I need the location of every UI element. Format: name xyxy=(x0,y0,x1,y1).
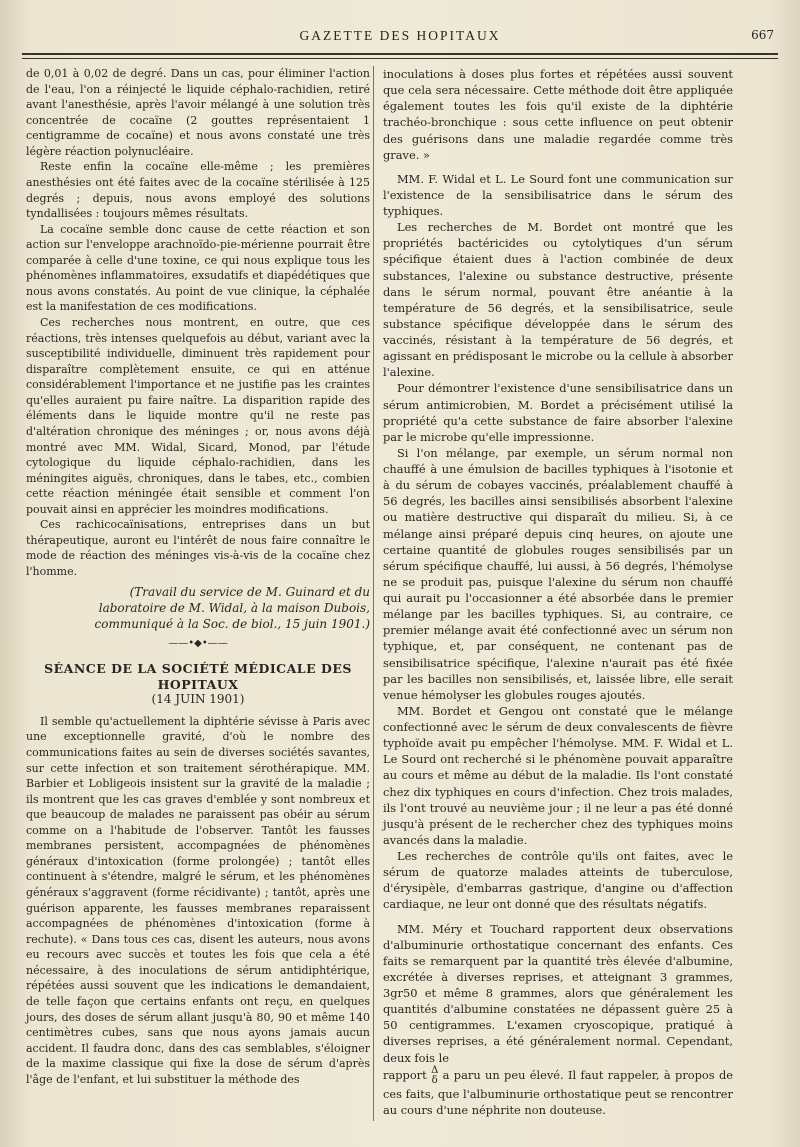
fraction xyxy=(431,1066,438,1086)
paragraph: Reste enfin la cocaïne elle-même ; les premières anesthésies ont été faites avec de la cocaïne stérilisée à 125 degrés ; depuis, nous avons employé des solutions tyndallisées : toujours mêmes résultats. xyxy=(26,160,370,221)
paragraph: Les recherches de contrôle qu'ils ont faites, avec le sérum de quatorze malades atteints de tuberculose, d'érysipèle, d'embarras gastrique, d'angine ou d'affection cardiaque, ne leur ont donné que des résultats négatifs. xyxy=(383,849,733,912)
section-date: (14 JUIN 1901) xyxy=(151,692,245,707)
header-rule-thin xyxy=(22,58,778,59)
page-number: 667 xyxy=(751,28,774,42)
paragraph-tail: a paru un peu élevé. Il faut rappeler, à propos de ces faits, que l'albuminurie orthostatique peut se rencontrer au cours d'une néphrite non douteuse. xyxy=(383,1067,734,1117)
journal-title: GAZETTE DES HOPITAUX xyxy=(299,28,501,43)
paragraph: Ces recherches nous montrent, en outre, que ces réactions, très intenses quelquefois au début, variant avec la susceptibilité individuelle, diminuent très rapidement pour disparaître complètement ensuite, ce qui en atténue considérablement l'importance et ne justifie pas les craintes qu'elles auraient pu faire naître. La disparition rapide des éléments dans le liquide montre qu'il ne reste pas d'altération chronique des méninges ; or, nous avons déjà montré avec MM. Widal, Sicard, Monod, par l'étude cytologique du liquide céphalo-rachidien, dans les méningites aiguës, chroniques, dans le tabes, etc., combien cette réaction méningée était sensible et comment l'on pouvait ainsi en apprécier les moindres modifications. xyxy=(26,316,370,516)
section-title: SÉANCE DE LA SOCIÉTÉ MÉDICALE DES HOPITAUX xyxy=(44,661,352,692)
header-rule-thick xyxy=(22,53,778,55)
paragraph: inoculations à doses plus fortes et répétées aussi souvent que cela sera nécessaire. Cette méthode doit être appliquée également toutes les fois qu'il existe de la diphtérie trachéo-bronchique : sous cette influence on peut obtenir des guérisons dans une maladie regardée comme très grave. » xyxy=(383,67,733,162)
page-header xyxy=(20,28,780,50)
fraction-denominator: δ xyxy=(431,1074,438,1086)
article-source-caption: (Travail du service de M. Guinard et du laboratoire de M. Widal, à la maison Dubois, communiqué à la Soc. de biol., 15 juin 1901.) xyxy=(94,584,370,631)
paragraph: MM. Méry et Touchard rapportent deux observations d'albuminurie orthostatique concernant des enfants. Ces faits se remarquent par la quantité très élevée d'albumine, excrétée à diverses reprises, et atteignant 3 grammes, 3gr50 et même 8 grammes, alors que généralement les quantités d'albumine constatées ne dépassent guère 25 à 50 centigrammes. L'examen cryoscopique, pratiqué à diverses reprises, a été généralement normal. Cependant, deux fois le xyxy=(383,921,733,1065)
paragraph: MM. F. Widal et L. Le Sourd font une communication sur l'existence de la sensibilisatrice dans le sérum des typhiques. xyxy=(383,171,733,218)
left-column xyxy=(26,66,370,1087)
paragraph: MM. Bordet et Gengou ont constaté que le mélange confectionné avec le sérum de deux convalescents de fièvre typhoïde avait pu empêcher l'hémolyse. MM. F. Widal et L. Le Sourd ont recherché si le phénomène pouvait apparaître au cours et même au début de la maladie. Ils l'ont constaté chez dix typhiques en cours d'infection. Chez trois malades, ils l'ont trouvé au neuvième jour ; il ne leur a pas été donné jusqu'à présent de le rechercher chez des typhiques moins avancés dans la maladie. xyxy=(383,703,733,847)
paragraph-continued xyxy=(383,1066,733,1118)
paragraph: La cocaïne semble donc cause de cette réaction et son action sur l'enveloppe arachnoïdo-pie-mérienne pourrait être comparée à celle d'une toxine, ce qui nous explique tous les phénomènes inflammatoires, exsudatifs et diapédétiques que nous avons constatés. Au point de vue clinique, la céphalée est la manifestation de ces modifications. xyxy=(26,222,370,314)
paragraph: Les recherches de M. Bordet ont montré que les propriétés bactéricides ou cytolytiques d'un sérum spécifique étaient dues à l'action combinée de deux substances, l'alexine ou substance destructive, présente dans le sérum normal, pouvant être anéantie à la température de 56 degrés, et la sensibilisatrice, seule substance spécifique développée dans le sérum des vaccinés, résistant à la température de 56 degrés, et agissant en prédisposant le microbe ou la cellule à absorber l'alexine. xyxy=(383,220,733,380)
paragraph: Si l'on mélange, par exemple, un sérum normal non chauffé à une émulsion de bacilles typhiques à l'isotonie et à du sérum de cobayes vaccinés, préalablement chauffé à 56 degrés, les bacilles ainsi sensibilisés absorbent l'alexine ou matière destructive qui disparaît du milieu. Si, à ce mélange ainsi préparé depuis cinq heures, on ajoute une certaine quantité de globules rouges sensibilisés par un sérum spécifique chauffé, lui aussi, à 56 degrés, l'hémolyse ne se produit pas, puisque l'alexine du sérum non chauffé qui aurait pu l'occasionner a été absorbée dans le premier mélange par les bacilles typhiques. Si, au contraire, ce premier mélange avait été confectionné avec un sérum non typhique, et, par conséquent, ne contenant pas de sensibilisatrice spécifique, l'alexine n'aurait pas été fixée par les bacilles non sensibilisés, et, laissée libre, elle serait venue hémolyser les globules rouges ajoutés. xyxy=(383,445,733,702)
fraction-numerator: Δ xyxy=(431,1064,439,1076)
paragraph: de 0,01 à 0,02 de degré. Dans un cas, pour éliminer l'action de l'eau, l'on a réinjecté le liquide céphalo-rachidien, retiré avant l'anesthésie, après l'avoir mélangé à une solution très concentrée de cocaïne (2 gouttes représentaient 1 centigramme de cocaïne) et nous avons constaté une très légère réaction polynucléaire. xyxy=(26,67,370,158)
paragraph: Ces rachicocaïnisations, entreprises dans un but thérapeutique, auront eu l'intérêt de nous faire connaître le mode de réaction des méninges vis-à-vis de la cocaïne chez l'homme. xyxy=(26,518,370,578)
rapport-word: rapport xyxy=(383,1067,427,1082)
section-separator: ——•◆•—— xyxy=(168,637,228,649)
right-column xyxy=(383,66,733,1118)
paragraph: Pour démontrer l'existence d'une sensibilisatrice dans un sérum antimicrobien, M. Bordet a précisément utilisé la propriété qu'a cette substance de faire absorber l'alexine par le microbe qu'elle impressionne. xyxy=(383,381,733,444)
paragraph: Il semble qu'actuellement la diphtérie sévisse à Paris avec une exceptionnelle gravité, d'où le nombre des communications faites au sein de diverses sociétés savantes, sur cette infection et son traitement sérothérapique. MM. Barbier et Lobligeois insistent sur la gravité de la maladie ; ils montrent que les cas graves d'emblée y sont nombreux et que beaucoup de malades ne paraissent pas obéir au sérum comme on a l'habitude de l'observer. Tantôt les fausses membranes persistent, accompagnées de phénomènes généraux d'intoxication (forme prolongée) ; tantôt elles continuent à s'étendre, malgré le sérum, et les phénomènes généraux s'aggravent (forme récidivante) ; tantôt, après une guérison apparente, les fausses membranes reparaissent accompagnées de phénomènes d'intoxication (forme à rechute). « Dans tous ces cas, disent les auteurs, nous avons eu recours avec succès et toutes les fois que cela a été nécessaire, à des inoculations de sérum antidiphtérique, répétées aussi souvent que les indications le demandaient, de telle façon que certains enfants ont reçu, en quelques jours, des doses de sérum allant jusqu'à 80, 90 et même 140 centimètres cubes, sans que nous ayons jamais aucun accident. Il faudra donc, dans des cas semblables, s'éloigner de la maxime classique qui fixe la dose de sérum d'après l'âge de l'enfant, et lui substituer la méthode des xyxy=(26,714,370,1086)
column-divider xyxy=(373,66,374,1121)
